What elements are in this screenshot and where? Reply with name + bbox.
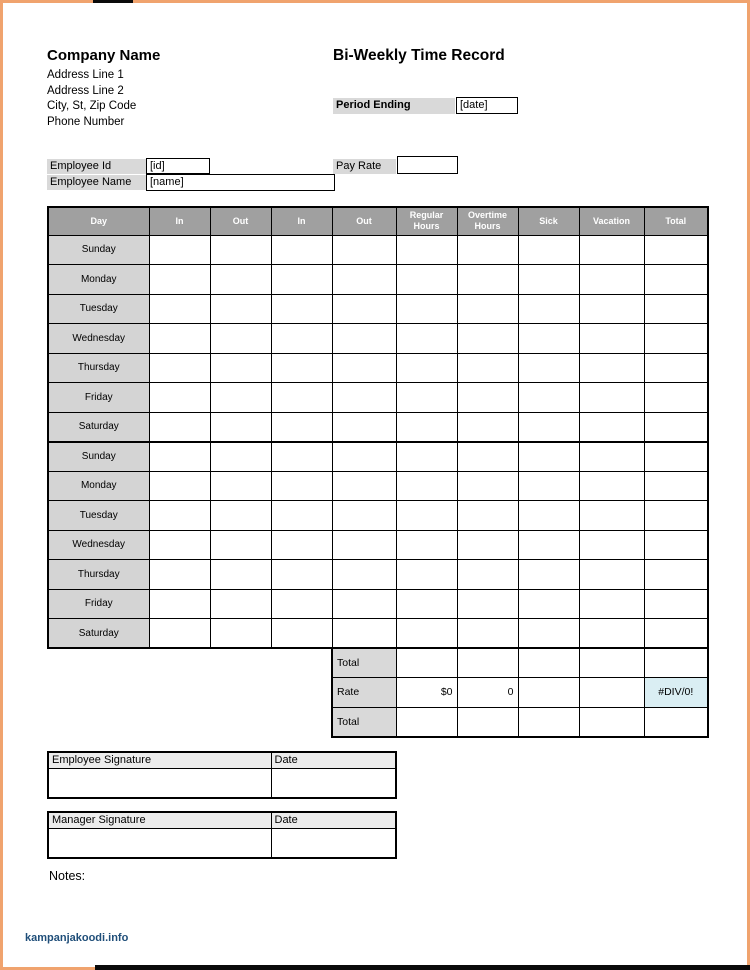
summary-row-total-1 — [332, 648, 708, 678]
time-entry-cell[interactable] — [332, 235, 396, 265]
time-entry-cell[interactable] — [579, 619, 644, 649]
summary-sick-cell[interactable] — [518, 707, 579, 737]
time-entry-cell[interactable] — [396, 560, 457, 590]
time-entry-cell[interactable] — [332, 619, 396, 649]
time-entry-cell[interactable] — [271, 530, 332, 560]
summary-row-total-3 — [332, 707, 708, 737]
time-entry-cell[interactable] — [210, 235, 271, 265]
time-entry-cell[interactable] — [457, 235, 518, 265]
time-entry-cell[interactable] — [149, 353, 210, 383]
time-entry-cell[interactable] — [149, 560, 210, 590]
time-entry-cell[interactable] — [457, 294, 518, 324]
company-address-line-1: Address Line 1 — [47, 69, 124, 81]
time-entry-cell[interactable] — [210, 265, 271, 295]
day-label: Wednesday — [48, 530, 149, 560]
time-entry-cell[interactable] — [518, 294, 579, 324]
time-entry-cell[interactable] — [271, 619, 332, 649]
time-entry-cell[interactable] — [396, 501, 457, 531]
time-entry-cell[interactable] — [332, 294, 396, 324]
summary-total-cell[interactable]: #DIV/0! — [644, 678, 708, 708]
time-entry-cell[interactable] — [332, 530, 396, 560]
time-entry-cell[interactable] — [457, 442, 518, 472]
column-header-out-2: Out — [210, 207, 271, 235]
time-entry-cell[interactable] — [271, 383, 332, 413]
time-entry-cell[interactable] — [149, 265, 210, 295]
time-entry-cell[interactable] — [396, 530, 457, 560]
day-row-4 — [48, 324, 708, 354]
time-entry-cell[interactable] — [149, 324, 210, 354]
column-header-out-4: Out — [332, 207, 396, 235]
time-entry-cell[interactable] — [210, 530, 271, 560]
notes-label: Notes: — [49, 869, 86, 883]
pay-rate-label: Pay Rate — [333, 159, 396, 174]
scan-artifact-bottom — [95, 965, 750, 970]
day-row-9 — [48, 471, 708, 501]
time-entry-cell[interactable] — [396, 412, 457, 442]
column-header-in-1: In — [149, 207, 210, 235]
manager-date-label: Date — [271, 812, 396, 828]
employee-signature-entry-row — [48, 768, 396, 798]
day-label: Wednesday — [48, 324, 149, 354]
summary-overtime-cell[interactable]: 0 — [457, 678, 518, 708]
time-entry-cell[interactable] — [271, 442, 332, 472]
time-entry-cell[interactable] — [210, 294, 271, 324]
time-entry-cell[interactable] — [457, 412, 518, 442]
time-entry-cell[interactable] — [332, 501, 396, 531]
day-row-5 — [48, 353, 708, 383]
time-entry-cell[interactable] — [271, 501, 332, 531]
time-entry-cell[interactable] — [457, 501, 518, 531]
day-row-10 — [48, 501, 708, 531]
footer-site-link[interactable]: kampanjakoodi.info — [25, 932, 129, 944]
summary-regular-cell[interactable] — [396, 648, 457, 678]
time-table-header-row — [48, 207, 708, 235]
manager-signature-label: Manager Signature — [48, 812, 271, 828]
day-label: Monday — [48, 471, 149, 501]
day-row-13 — [48, 589, 708, 619]
column-header-overtime-hours-6: Overtime Hours — [457, 207, 518, 235]
summary-vacation-cell[interactable] — [579, 648, 644, 678]
time-entry-cell[interactable] — [644, 560, 708, 590]
time-entry-cell[interactable] — [332, 560, 396, 590]
time-entry-cell[interactable] — [149, 501, 210, 531]
time-entry-cell[interactable] — [396, 589, 457, 619]
column-header-vacation-8: Vacation — [579, 207, 644, 235]
company-city-line: City, St, Zip Code — [47, 100, 137, 112]
time-entry-cell[interactable] — [579, 589, 644, 619]
time-entry-cell[interactable] — [271, 560, 332, 590]
column-header-day-0: Day — [48, 207, 149, 235]
day-row-14 — [48, 619, 708, 649]
day-label: Saturday — [48, 412, 149, 442]
time-entry-cell[interactable] — [396, 235, 457, 265]
scan-artifact-top — [93, 0, 133, 3]
time-entry-cell[interactable] — [332, 324, 396, 354]
time-entry-cell[interactable] — [271, 324, 332, 354]
time-entry-cell[interactable] — [518, 619, 579, 649]
day-label: Tuesday — [48, 501, 149, 531]
employee-id-label: Employee Id — [47, 159, 146, 174]
time-entry-cell[interactable] — [457, 530, 518, 560]
day-row-7 — [48, 412, 708, 442]
time-entry-cell[interactable] — [149, 294, 210, 324]
day-label: Saturday — [48, 619, 149, 649]
time-entry-cell[interactable] — [332, 265, 396, 295]
time-entry-cell[interactable] — [210, 353, 271, 383]
time-entry-cell[interactable] — [210, 501, 271, 531]
company-phone: Phone Number — [47, 115, 125, 128]
day-row-2 — [48, 265, 708, 295]
day-label: Tuesday — [48, 294, 149, 324]
time-entry-cell[interactable] — [579, 442, 644, 472]
manager-signature-date-field[interactable] — [271, 828, 396, 858]
time-entry-cell[interactable] — [149, 442, 210, 472]
time-entry-cell[interactable] — [210, 619, 271, 649]
column-header-sick-7: Sick — [518, 207, 579, 235]
summary-table — [331, 647, 709, 738]
time-entry-cell[interactable] — [457, 619, 518, 649]
time-entry-cell[interactable] — [518, 324, 579, 354]
time-entry-cell[interactable] — [518, 560, 579, 590]
time-entry-cell[interactable] — [644, 353, 708, 383]
day-label: Sunday — [48, 235, 149, 265]
time-entry-cell[interactable] — [210, 383, 271, 413]
time-entry-cell[interactable] — [332, 353, 396, 383]
time-entry-cell[interactable] — [149, 619, 210, 649]
time-entry-cell[interactable] — [271, 294, 332, 324]
time-entry-cell[interactable] — [518, 353, 579, 383]
time-entry-cell[interactable] — [644, 589, 708, 619]
manager-signature-field[interactable] — [48, 828, 271, 858]
time-entry-cell[interactable] — [396, 471, 457, 501]
time-entry-cell[interactable] — [579, 471, 644, 501]
column-header-total-9: Total — [644, 207, 708, 235]
time-entry-cell[interactable] — [644, 619, 708, 649]
day-label: Thursday — [48, 353, 149, 383]
time-entry-cell[interactable] — [518, 589, 579, 619]
time-entry-cell[interactable] — [271, 265, 332, 295]
time-entry-cell[interactable] — [332, 383, 396, 413]
time-entry-cell[interactable] — [210, 471, 271, 501]
time-entry-cell[interactable] — [457, 383, 518, 413]
time-entry-cell[interactable] — [396, 294, 457, 324]
time-entry-cell[interactable] — [457, 265, 518, 295]
time-entry-cell[interactable] — [210, 412, 271, 442]
time-entry-cell[interactable] — [644, 383, 708, 413]
time-entry-cell[interactable] — [149, 235, 210, 265]
summary-overtime-cell[interactable] — [457, 648, 518, 678]
time-entry-cell[interactable] — [579, 235, 644, 265]
time-entry-cell[interactable] — [149, 530, 210, 560]
time-entry-cell[interactable] — [579, 383, 644, 413]
column-header-in-3: In — [271, 207, 332, 235]
time-entry-cell[interactable] — [644, 324, 708, 354]
time-entry-cell[interactable] — [210, 442, 271, 472]
document-title: Bi-Weekly Time Record — [333, 47, 505, 64]
time-entry-cell[interactable] — [644, 471, 708, 501]
summary-row-rate-2 — [332, 678, 708, 708]
time-entry-cell[interactable] — [644, 412, 708, 442]
time-entry-cell[interactable] — [332, 471, 396, 501]
pay-rate-field[interactable] — [397, 156, 458, 174]
manager-signature-header-row — [48, 812, 396, 828]
employee-date-label: Date — [271, 752, 396, 768]
time-entry-cell[interactable] — [457, 589, 518, 619]
day-label: Sunday — [48, 442, 149, 472]
day-label: Thursday — [48, 560, 149, 590]
time-entry-cell[interactable] — [644, 442, 708, 472]
time-entry-cell[interactable] — [271, 412, 332, 442]
time-entry-cell[interactable] — [518, 442, 579, 472]
manager-signature-entry-row — [48, 828, 396, 858]
time-entry-cell[interactable] — [457, 324, 518, 354]
time-entry-cell[interactable] — [149, 471, 210, 501]
time-entry-cell[interactable] — [644, 265, 708, 295]
time-entry-cell[interactable] — [457, 471, 518, 501]
time-entry-cell[interactable] — [271, 471, 332, 501]
time-entry-cell[interactable] — [579, 265, 644, 295]
company-block — [47, 47, 160, 130]
column-header-regular-hours-5: Regular Hours — [396, 207, 457, 235]
time-entry-cell[interactable] — [644, 530, 708, 560]
day-row-6 — [48, 383, 708, 413]
time-entry-cell[interactable] — [271, 235, 332, 265]
day-label: Friday — [48, 383, 149, 413]
time-entry-cell[interactable] — [518, 265, 579, 295]
time-entry-cell[interactable] — [396, 442, 457, 472]
time-entry-cell[interactable] — [149, 589, 210, 619]
time-entry-cell[interactable] — [518, 412, 579, 442]
time-entry-cell[interactable] — [396, 265, 457, 295]
day-label: Friday — [48, 589, 149, 619]
employee-name-field[interactable]: [name] — [146, 174, 335, 191]
time-entry-cell[interactable] — [149, 383, 210, 413]
time-entry-cell[interactable] — [518, 383, 579, 413]
day-row-3 — [48, 294, 708, 324]
time-entry-cell[interactable] — [518, 235, 579, 265]
summary-row-label: Rate — [332, 678, 396, 708]
time-entry-cell[interactable] — [579, 324, 644, 354]
time-entry-cell[interactable] — [457, 353, 518, 383]
time-entry-cell[interactable] — [457, 560, 518, 590]
time-table — [47, 206, 709, 649]
employee-signature-date-field[interactable] — [271, 768, 396, 798]
time-entry-cell[interactable] — [210, 560, 271, 590]
summary-regular-cell[interactable] — [396, 707, 457, 737]
summary-sick-cell[interactable] — [518, 678, 579, 708]
summary-vacation-cell[interactable] — [579, 678, 644, 708]
summary-overtime-cell[interactable] — [457, 707, 518, 737]
employee-signature-field[interactable] — [48, 768, 271, 798]
time-entry-cell[interactable] — [396, 324, 457, 354]
day-label: Monday — [48, 265, 149, 295]
summary-row-label: Total — [332, 707, 396, 737]
day-row-8 — [48, 442, 708, 472]
summary-row-label: Total — [332, 648, 396, 678]
time-entry-cell[interactable] — [210, 589, 271, 619]
employee-signature-block — [47, 751, 397, 799]
summary-regular-cell[interactable]: $0 — [396, 678, 457, 708]
time-entry-cell[interactable] — [396, 353, 457, 383]
time-entry-cell[interactable] — [149, 412, 210, 442]
time-entry-cell[interactable] — [271, 353, 332, 383]
company-name: Company Name — [47, 47, 161, 64]
time-entry-cell[interactable] — [579, 353, 644, 383]
time-entry-cell[interactable] — [396, 383, 457, 413]
time-entry-cell[interactable] — [579, 501, 644, 531]
summary-total-cell[interactable] — [644, 707, 708, 737]
summary-vacation-cell[interactable] — [579, 707, 644, 737]
time-entry-cell[interactable] — [644, 501, 708, 531]
period-ending-field[interactable]: [date] — [456, 97, 518, 114]
time-entry-cell[interactable] — [210, 324, 271, 354]
time-entry-cell[interactable] — [396, 619, 457, 649]
summary-sick-cell[interactable] — [518, 648, 579, 678]
employee-id-field[interactable]: [id] — [146, 158, 210, 174]
time-entry-cell[interactable] — [518, 501, 579, 531]
time-entry-cell[interactable] — [579, 294, 644, 324]
time-entry-cell[interactable] — [579, 412, 644, 442]
time-entry-cell[interactable] — [271, 589, 332, 619]
summary-total-cell[interactable] — [644, 648, 708, 678]
employee-signature-header-row — [48, 752, 396, 768]
day-row-12 — [48, 560, 708, 590]
time-entry-cell[interactable] — [518, 530, 579, 560]
time-entry-cell[interactable] — [644, 235, 708, 265]
company-address-line-2: Address Line 2 — [47, 84, 124, 97]
time-entry-cell[interactable] — [518, 471, 579, 501]
employee-name-label: Employee Name — [47, 175, 146, 190]
time-entry-cell[interactable] — [579, 530, 644, 560]
day-row-1 — [48, 235, 708, 265]
time-entry-cell[interactable] — [332, 589, 396, 619]
time-entry-cell[interactable] — [644, 294, 708, 324]
time-entry-cell[interactable] — [332, 442, 396, 472]
time-entry-cell[interactable] — [332, 412, 396, 442]
employee-signature-label: Employee Signature — [48, 752, 271, 768]
time-entry-cell[interactable] — [579, 560, 644, 590]
day-row-11 — [48, 530, 708, 560]
manager-signature-block — [47, 811, 397, 859]
period-ending-label: Period Ending — [333, 98, 455, 114]
